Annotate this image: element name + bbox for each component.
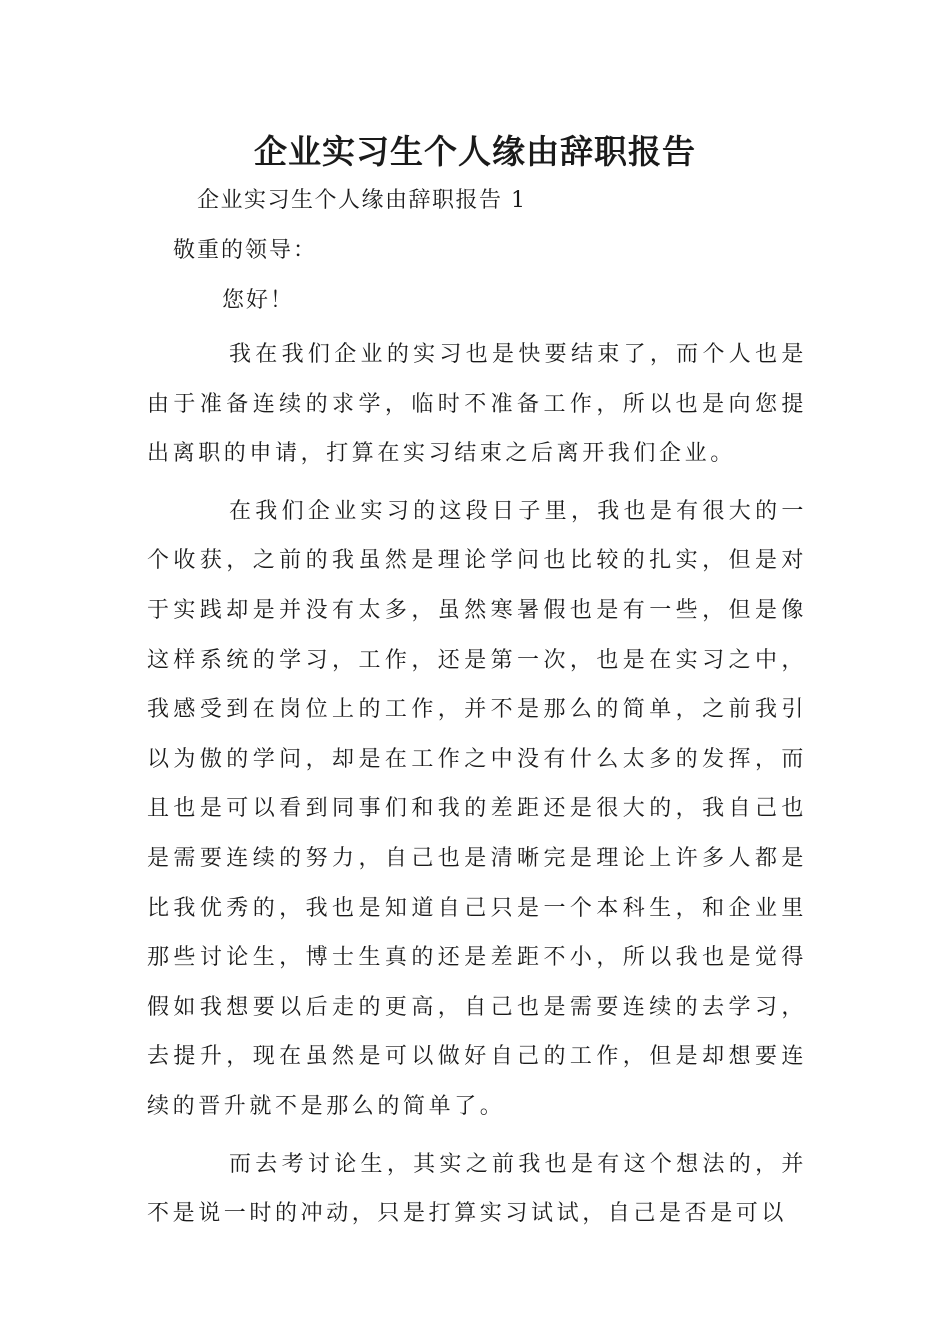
body-paragraph: 而去考讨论生，其实之前我也是有这个想法的，并不是说一时的冲动，只是打算实习试试，自己是否是可以 [147, 1151, 807, 1227]
body-paragraph: 在我们企业实习的这段日子里，我也是有很大的一个收获，之前的我虽然是理论学问也比较的扎实，但是对于实践却是并没有太多，虽然寒暑假也是有一些，但是像这样系统的学习，工作，还是第一次，也是在实习之中，我感受到在岗位上的工作，并不是那么的简单，之前我引以为傲的学问，却是在工作之中没有什么太多的发挥，而且也是可以看到同事们和我的差距还是很大的，我自己也是需要连续的努力，自己也是清晰完是理论上许多人都是比我优秀的，我也是知道自己只是一个本科生，和企业里那些讨论生，博士生真的还是差距不小，所以我也是觉得假如我想要以后走的更高，自己也是需要连续的去学习，去提升，现在虽然是可以做好自己的工作，但是却想要连续的晋升就不是那么的简单了。 [147, 498, 807, 1119]
document-subtitle: 企业实习生个人缘由辞职报告 1 [197, 188, 527, 213]
body-paragraph: 我在我们企业的实习也是快要结束了，而个人也是由于准备连续的求学，临时不准备工作，所以也是向您提出离职的申请，打算在实习结束之后离开我们企业。 [147, 342, 807, 467]
document-body [147, 330, 807, 1247]
document-title: 企业实习生个人缘由辞职报告 [254, 132, 696, 171]
greeting: 您好！ [222, 288, 295, 313]
salutation: 敬重的领导： [173, 238, 318, 263]
